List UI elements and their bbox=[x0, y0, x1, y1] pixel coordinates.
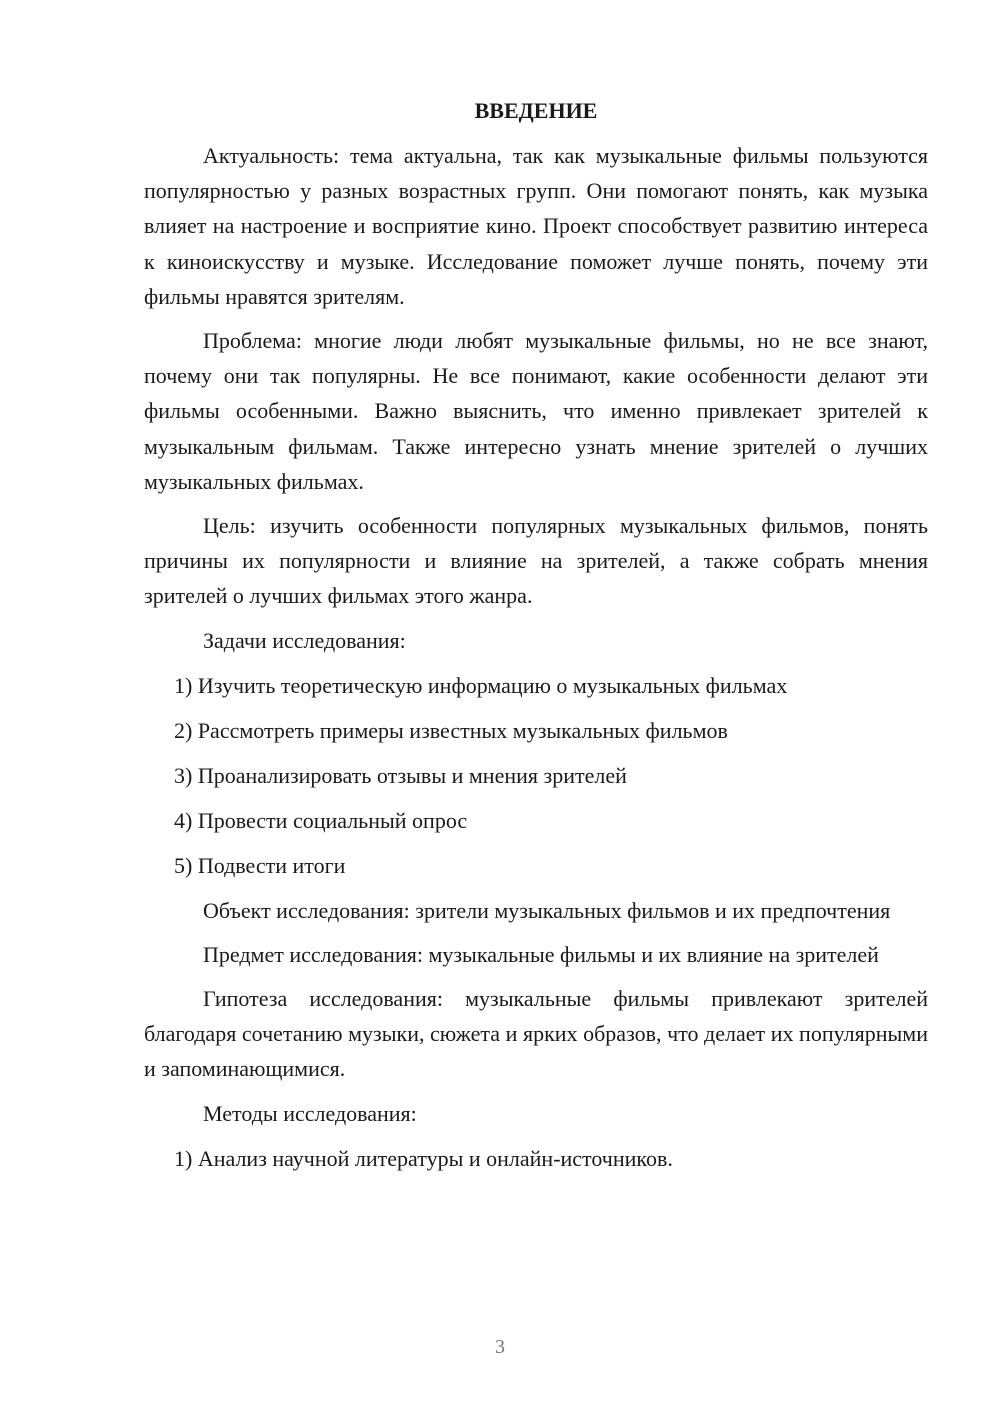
tasks-list bbox=[144, 668, 928, 883]
task-item: 4) Провести социальный опрос bbox=[174, 807, 468, 833]
goal-paragraph: Цель: изучить особенности популярных музыкальных фильмов, понять причины их популярности и влияние на зрителей, а также собрать мнения зрителей о лучших фильмах этого жанра. bbox=[144, 513, 928, 609]
object-paragraph: Объект исследования: зрители музыкальных фильмов и их предпочтения bbox=[203, 897, 891, 923]
task-item: 3) Проанализировать отзывы и мнения зрителей bbox=[174, 762, 627, 788]
methods-list bbox=[144, 1141, 928, 1176]
task-item: 5) Подвести итоги bbox=[174, 852, 346, 878]
problem-paragraph: Проблема: многие люди любят музыкальные фильмы, но не все знают, почему они так популярны. Не все понимают, какие особенности делают эти фильмы особенными. Важно выяснить, что именно привлекает зрителей к музыкальным фильмам. Также интересно узнать мнение зрителей о лучших музыкальных фильмах. bbox=[144, 328, 928, 494]
task-item: 1) Изучить теоретическую информацию о музыкальных фильмах bbox=[174, 672, 788, 698]
page-number: 3 bbox=[495, 1336, 505, 1358]
relevance-paragraph: Актуальность: тема актуальна, так как музыкальные фильмы пользуются популярностью у разных возрастных групп. Они помогают понять, как музыка влияет на настроение и восприятие кино. Проект способствует развитию интереса к киноискусству и музыке. Исследование поможет лучше понять, почему эти фильмы нравятся зрителям. bbox=[144, 143, 928, 309]
page-content bbox=[144, 96, 928, 1186]
hypothesis-paragraph: Гипотеза исследования: музыкальные фильмы привлекают зрителей благодаря сочетанию музыки, сюжета и ярких образов, что делает их популярными и запоминающимися. bbox=[144, 986, 928, 1082]
methods-heading: Методы исследования: bbox=[203, 1100, 417, 1126]
tasks-heading: Задачи исследования: bbox=[203, 627, 406, 653]
task-item: 2) Рассмотреть примеры известных музыкальных фильмов bbox=[174, 717, 728, 743]
subject-paragraph: Предмет исследования: музыкальные фильмы и их влияние на зрителей bbox=[203, 941, 879, 967]
method-item: 1) Анализ научной литературы и онлайн-источников. bbox=[174, 1145, 673, 1171]
section-title: ВВЕДЕНИЕ bbox=[474, 98, 598, 123]
